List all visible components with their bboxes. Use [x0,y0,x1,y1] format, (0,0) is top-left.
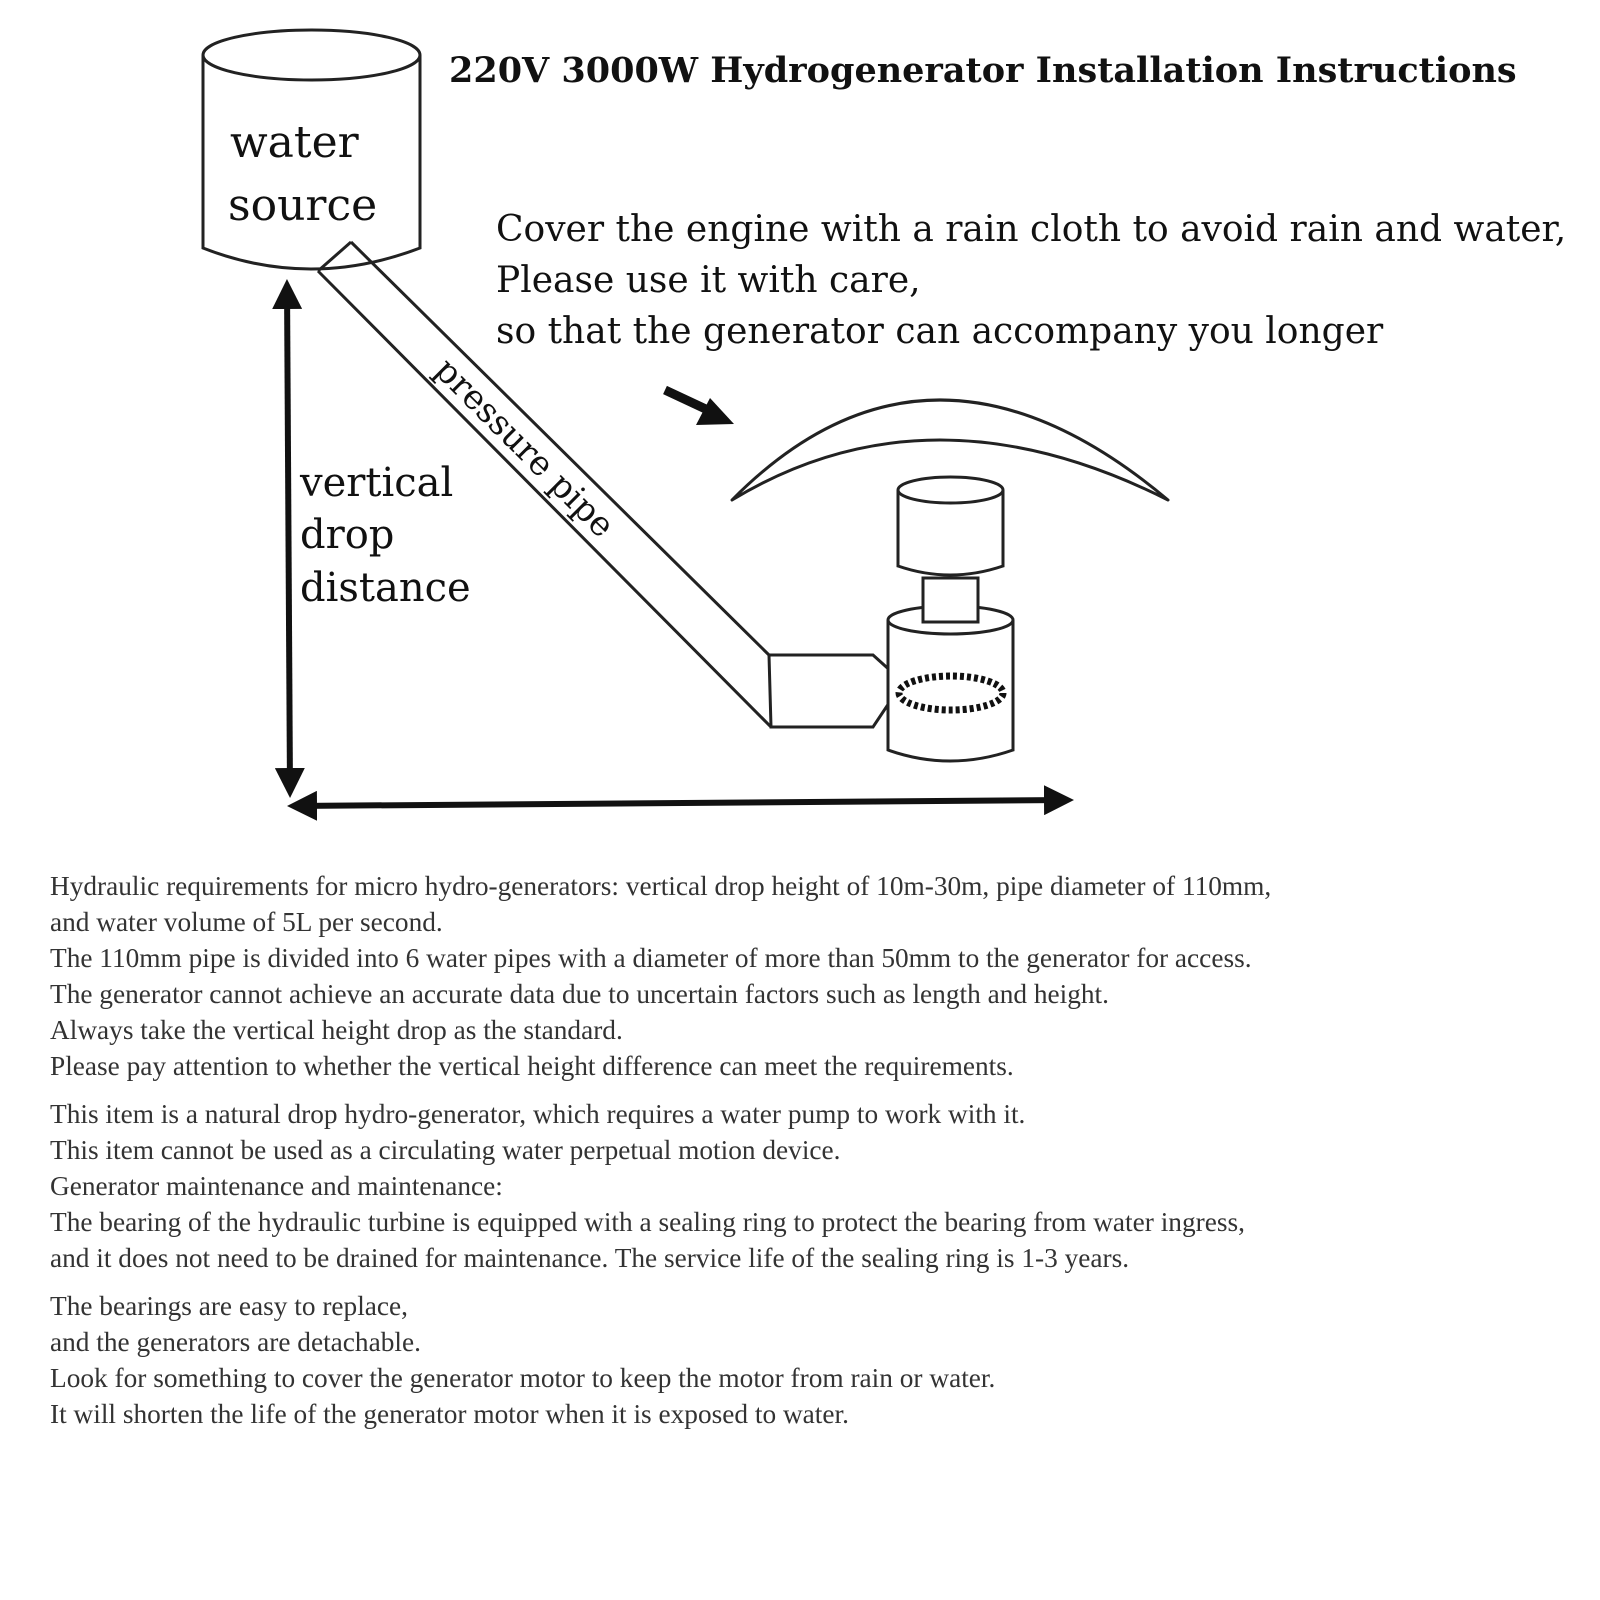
pressure-pipe-label: pressure pipe [426,350,623,546]
instructions-text [50,868,1580,1444]
instructions-paragraph [50,1288,1580,1432]
horizontal-distance-arrow [293,800,1068,806]
instruction-line: The bearing of the hydraulic turbine is equipped with a sealing ring to protect the bearing from water ingress, [50,1206,1245,1237]
water-source-label: water source [228,117,378,231]
motor-shaft [923,578,978,622]
rain-cover-note: Cover the engine with a rain cloth to avoid rain and water, Please use it with care, so that the generator can accompany you longer [496,209,1567,352]
instruction-line: This item cannot be used as a circulating water perpetual motion device. [50,1134,841,1165]
vertical-drop-arrow [287,285,290,792]
instruction-line: Generator maintenance and maintenance: [50,1170,503,1201]
instruction-line: Hydraulic requirements for micro hydro-generators: vertical drop height of 10m-30m, pipe diameter of 110mm, [50,870,1272,901]
diagram-title: 220V 3000W Hydrogenerator Installation Instructions [449,50,1517,91]
instruction-line: and the generators are detachable. [50,1326,421,1357]
instruction-line: The bearings are easy to replace, [50,1290,409,1321]
generator-motor [898,477,1003,575]
instruction-line: It will shorten the life of the generator motor when it is exposed to water. [50,1398,849,1429]
instruction-line: Look for something to cover the generator motor to keep the motor from rain or water. [50,1362,996,1393]
cover-pointer-arrow [665,390,734,425]
instruction-line: Always take the vertical height drop as the standard. [50,1014,623,1045]
vertical-drop-label: vertical drop distance [300,460,471,611]
instruction-line: and it does not need to be drained for maintenance. The service life of the sealing ring is 1-3 years. [50,1242,1130,1273]
instruction-line: The generator cannot achieve an accurate data due to uncertain factors such as length and height. [50,978,1109,1009]
instruction-line: and water volume of 5L per second. [50,906,443,937]
nozzle-inlet [769,655,903,727]
instruction-line: The 110mm pipe is divided into 6 water pipes with a diameter of more than 50mm to the generator for access. [50,942,1252,973]
instructions-paragraph [50,1096,1580,1276]
instruction-line: Please pay attention to whether the vertical height difference can meet the requirements. [50,1050,1014,1081]
instructions-paragraph [50,868,1580,1084]
instruction-line: This item is a natural drop hydro-generator, which requires a water pump to work with it. [50,1098,1026,1129]
